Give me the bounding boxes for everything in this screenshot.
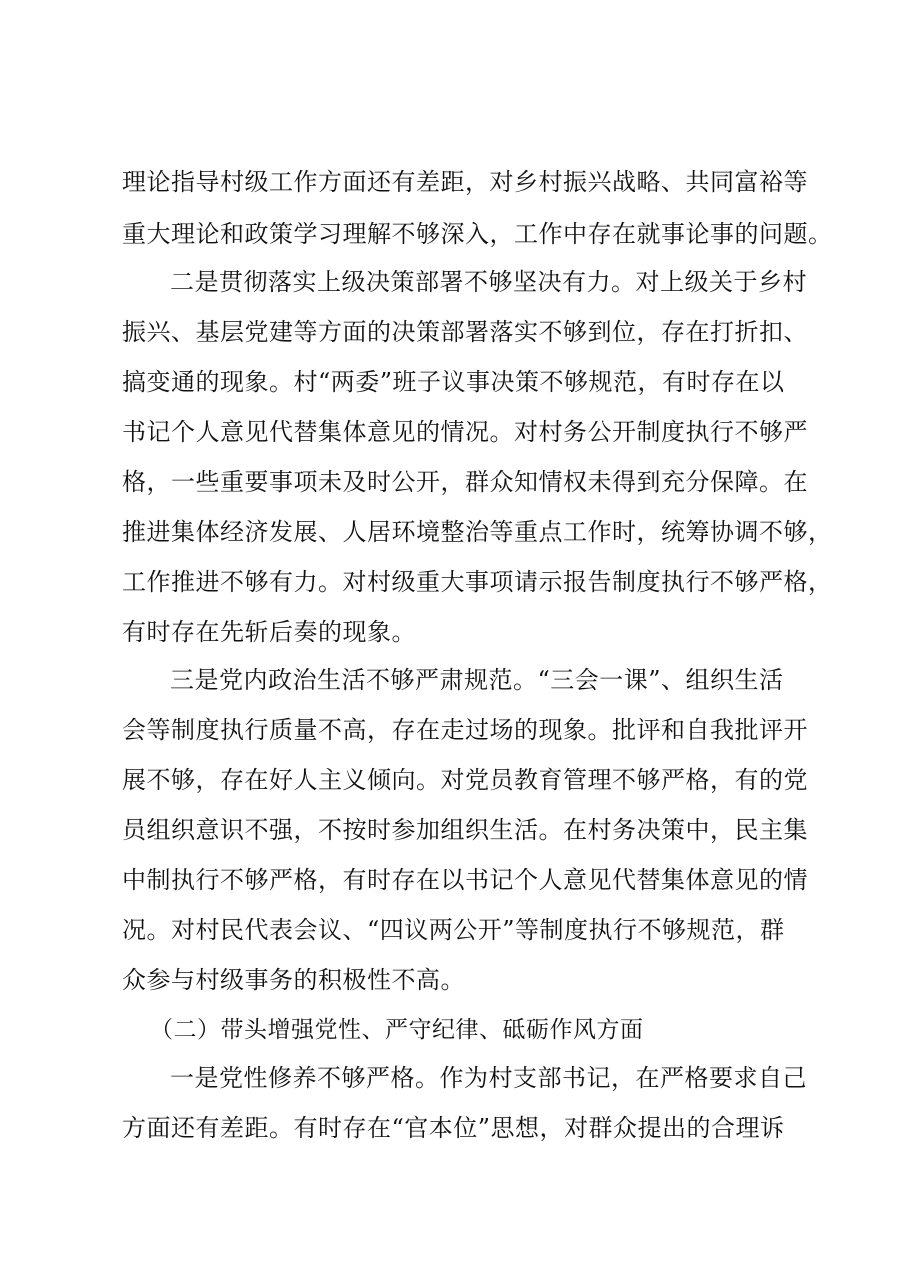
text-line: 格，一些重要事项未及时公开，群众知情权未得到充分保障。在: [122, 468, 808, 496]
text-line: 况。对村民代表会议、“四议两公开”等制度执行不够规范，群: [122, 916, 785, 944]
text-line: 推进集体经济发展、人居环境整治等重点工作时，统筹协调不够，: [122, 518, 833, 546]
paragraph-start-line: 一是党性修养不够严格。作为村支部书记，在严格要求自己: [170, 1064, 807, 1092]
paragraph-start-line: 二是贯彻落实上级决策部署不够坚决有力。对上级关于乡村: [170, 268, 807, 296]
paragraph-start-line: 三是党内政治生活不够严肃规范。“三会一课”、组织生活: [170, 666, 784, 694]
text-line: 方面还有差距。有时存在“官本位”思想，对群众提出的合理诉: [122, 1114, 785, 1142]
text-line: 员组织意识不强，不按时参加组织生活。在村务决策中，民主集: [122, 816, 808, 844]
text-line: 理论指导村级工作方面还有差距，对乡村振兴战略、共同富裕等: [122, 168, 808, 196]
text-line: 搞变通的现象。村“两委”班子议事决策不够规范，有时存在以: [122, 368, 785, 396]
text-line: 中制执行不够严格，有时存在以书记个人意见代替集体意见的情: [122, 866, 808, 894]
text-line: 振兴、基层党建等方面的决策部署落实不够到位，存在打折扣、: [122, 318, 808, 346]
text-line: 展不够，存在好人主义倾向。对党员教育管理不够严格，有的党: [122, 766, 808, 794]
text-line: 重大理论和政策学习理解不够深入，工作中存在就事论事的问题。: [122, 220, 833, 248]
section-heading: （二）带头增强党性、严守纪律、砥砺作风方面: [150, 1017, 644, 1043]
text-line: 众参与村级事务的积极性不高。: [122, 966, 465, 994]
text-line: 会等制度执行质量不高，存在走过场的现象。批评和自我批评开: [122, 716, 808, 744]
text-line: 有时存在先斩后奏的现象。: [122, 618, 416, 646]
text-line: 工作推进不够有力。对村级重大事项请示报告制度执行不够严格，: [122, 568, 833, 596]
text-line: 书记个人意见代替集体意见的情况。对村务公开制度执行不够严: [122, 418, 808, 446]
